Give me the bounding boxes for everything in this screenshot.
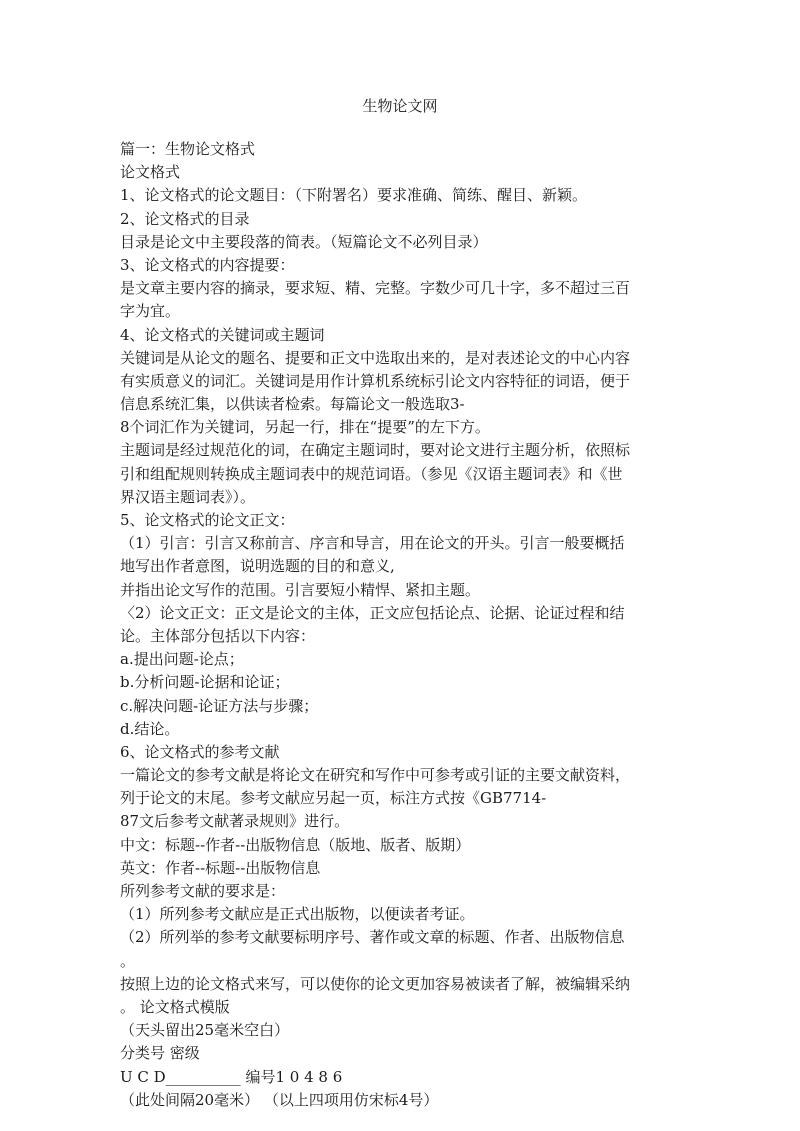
text-line: （2）所列举的参考文献要标明序号、著作或文章的标题、作者、出版物信息 <box>120 928 625 947</box>
text-line: 是文章主要内容的摘录，要求短、精、完整。字数少可几十字，多不超过三百 <box>120 279 631 298</box>
text-line: 。 论文格式模版 <box>120 997 230 1016</box>
text-line: 论。主体部分包括以下内容： <box>120 626 316 645</box>
text-line: 按照上边的论文格式来写，可以使你的论文更加容易被读者了解，被编辑采纳 <box>120 974 631 993</box>
text-line: 一篇论文的参考文献是将论文在研究和写作中可参考或引证的主要文献资料， <box>120 766 631 785</box>
text-line: d.结论。 <box>120 719 180 738</box>
text-line: 〈2）论文正文：正文是论文的主体，正文应包括论点、论据、论证过程和结 <box>120 603 625 622</box>
text-line: 8个词汇作为关键词，另起一行，排在“提要”的左下方。 <box>120 418 490 437</box>
text-line: （天头留出25毫米空白） <box>120 1021 290 1040</box>
text-line: 主题词是经过规范化的词，在确定主题词时，要对论文进行主题分析，依照标 <box>120 441 631 460</box>
text-line: 6、论文格式的参考文献 <box>120 742 280 761</box>
text-line: （此处间隔20毫米） （以上四项用仿宋标4号） <box>120 1090 439 1109</box>
text-line: 信息系统汇集，以供读者检索。每篇论文一般选取3- <box>120 395 465 414</box>
document-title: 生物论文网 <box>362 97 438 115</box>
text-line: 并指出论文写作的范围。引言要短小精悍、紧扣主题。 <box>120 580 481 599</box>
text-line: c.解决问题-论证方法与步骤； <box>120 696 319 715</box>
text-line: 字为宜。 <box>120 302 181 321</box>
text-line: 有实质意义的词汇。关键词是用作计算机系统标引论文内容特征的词语，便于 <box>120 371 631 390</box>
text-line: a.提出问题-论点； <box>120 650 244 669</box>
text-line: （1）引言：引言又称前言、序言和导言，用在论文的开头。引言一般要概括 <box>120 534 625 553</box>
text-line: 4、论文格式的关键词或主题词 <box>120 325 325 344</box>
text-line: 1、论文格式的论文题目：（下附署名）要求准确、简练、醒目、新颖。 <box>120 186 588 205</box>
text-line: 3、论文格式的内容提要： <box>120 255 295 274</box>
text-line: 英文：作者--标题--出版物信息 <box>120 858 321 877</box>
text-line: 分类号 密级 <box>120 1044 200 1063</box>
text-line: 引和组配规则转换成主题词表中的规范词语。（参见《汉语主题词表》和《世 <box>120 464 623 483</box>
text-line: 中文：标题--作者--出版物信息（版地、版者、版期） <box>120 835 471 854</box>
text-line: 87文后参考文献著录规则》进行。 <box>120 812 350 831</box>
text-line: 。 <box>120 951 136 970</box>
document-body <box>120 138 680 1112</box>
text-line: 篇一：生物论文格式 <box>120 140 256 158</box>
text-line: 5、论文格式的论文正文： <box>120 511 295 529</box>
text-line: 关键词是从论文的题名、提要和正文中选取出来的，是对表述论文的中心内容 <box>120 348 631 367</box>
text-line: b.分析问题-论据和论证； <box>120 673 290 692</box>
text-line: 列于论文的末尾。参考文献应另起一页，标注方式按《GB7714- <box>120 789 547 808</box>
text-line: 目录是论文中主要段落的简表。（短篇论文不必列目录） <box>120 232 488 251</box>
text-line: U C D__________ 编号1 0 4 8 6 <box>120 1067 343 1086</box>
text-line: 界汉语主题词表》）。 <box>120 487 256 506</box>
text-line: 2、论文格式的目录 <box>120 209 250 228</box>
text-line: （1）所列参考文献应是正式出版物，以便读者考证。 <box>120 905 475 924</box>
text-line: 所列参考文献的要求是： <box>120 882 286 900</box>
text-line: 地写出作者意图，说明选题的目的和意义, <box>120 557 395 576</box>
text-line: 论文格式 <box>120 163 181 182</box>
